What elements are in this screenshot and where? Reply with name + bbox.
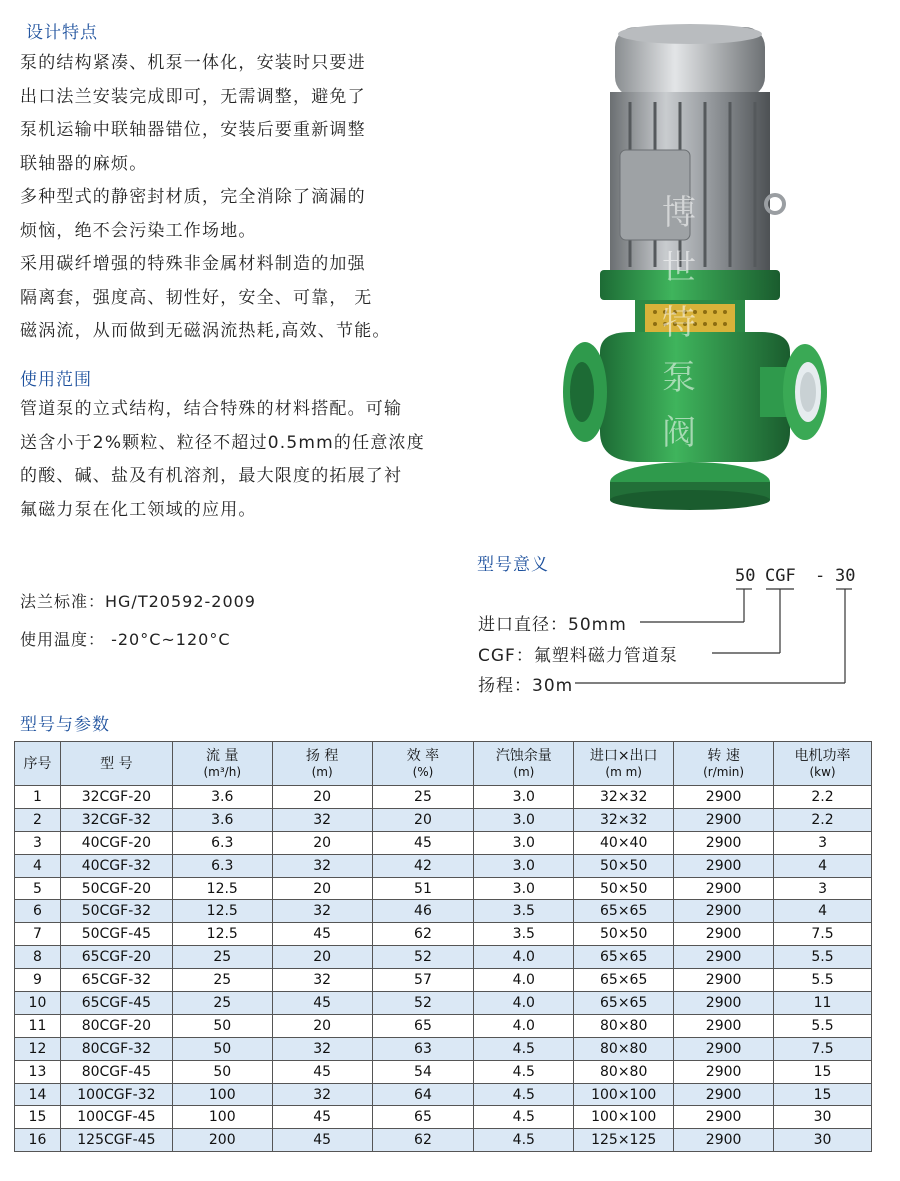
table-cell: 57 (372, 969, 474, 992)
table-cell: 30 (774, 1129, 872, 1152)
table-cell: 4 (774, 854, 872, 877)
table-cell: 125CGF-45 (60, 1129, 172, 1152)
table-cell: 2900 (674, 831, 774, 854)
table-cell: 80CGF-20 (60, 1014, 172, 1037)
table-cell: 62 (372, 923, 474, 946)
table-cell: 10 (15, 992, 61, 1015)
table-row (15, 1014, 872, 1037)
table-row (15, 1106, 872, 1129)
table-row (15, 992, 872, 1015)
flange-standard: 法兰标准：HG/T20592-2009 (20, 592, 256, 611)
design-line: 烦恼，绝不会污染工作场地。 (20, 220, 257, 241)
table-row (15, 1083, 872, 1106)
model-meaning-head: 扬程：30m (478, 676, 574, 696)
table-cell: 80×80 (574, 1060, 674, 1083)
design-line: 多种型式的静密封材质，完全消除了滴漏的 (20, 187, 366, 207)
table-cell: 80×80 (574, 1014, 674, 1037)
column-header-label: 汽蚀余量 (495, 747, 552, 764)
design-line: 隔离套，强度高、韧性好，安全、可靠， 无 (20, 287, 373, 308)
watermark-char: 特 (662, 303, 696, 343)
table-row (15, 1060, 872, 1083)
table-cell: 40CGF-32 (60, 854, 172, 877)
table-cell: 4.0 (474, 969, 574, 992)
table-cell: 50×50 (574, 854, 674, 877)
table-cell: 2900 (674, 1129, 774, 1152)
table-cell: 20 (372, 808, 474, 831)
table-row (15, 1129, 872, 1152)
column-header-unit: (r/min) (703, 764, 745, 779)
table-cell: 2900 (674, 900, 774, 923)
column-header (272, 742, 372, 786)
design-features-text (20, 47, 391, 349)
table-cell: 2900 (674, 1037, 774, 1060)
table-cell: 15 (774, 1083, 872, 1106)
column-header-unit: (m) (513, 764, 535, 779)
table-cell: 9 (15, 969, 61, 992)
table-cell: 2.2 (774, 808, 872, 831)
column-header (774, 742, 872, 786)
table-cell: 5.5 (774, 969, 872, 992)
column-header (674, 742, 774, 786)
table-cell: 20 (272, 946, 372, 969)
usage-line: 氟磁力泵在化工领域的应用。 (20, 499, 257, 520)
table-cell: 54 (372, 1060, 474, 1083)
table-cell: 100CGF-32 (60, 1083, 172, 1106)
table-cell: 4.5 (474, 1129, 574, 1152)
table-cell: 65CGF-20 (60, 946, 172, 969)
table-cell: 80CGF-45 (60, 1060, 172, 1083)
table-cell: 15 (774, 1060, 872, 1083)
table-cell: 5.5 (774, 1014, 872, 1037)
table-cell: 45 (272, 1129, 372, 1152)
table-cell: 3.0 (474, 808, 574, 831)
table-cell: 80CGF-32 (60, 1037, 172, 1060)
column-header-label: 扬 程 (305, 747, 339, 764)
table-cell: 32CGF-32 (60, 808, 172, 831)
table-cell: 6 (15, 900, 61, 923)
table-cell: 3.0 (474, 786, 574, 809)
table-cell: 32 (272, 1083, 372, 1106)
table-cell: 65 (372, 1014, 474, 1037)
design-features-title: 设计特点 (26, 23, 98, 43)
table-cell: 3.5 (474, 900, 574, 923)
table-cell: 50 (172, 1037, 272, 1060)
table-cell: 50 (172, 1014, 272, 1037)
table-cell: 42 (372, 854, 474, 877)
table-cell: 5.5 (774, 946, 872, 969)
table-cell: 45 (272, 1060, 372, 1083)
table-cell: 13 (15, 1060, 61, 1083)
column-header-unit: (kw) (809, 764, 836, 779)
table-cell: 12.5 (172, 923, 272, 946)
table-cell: 3.0 (474, 831, 574, 854)
table-cell: 51 (372, 877, 474, 900)
table-cell: 4.5 (474, 1083, 574, 1106)
usage-line: 管道泵的立式结构，结合特殊的材料搭配。可输 (20, 399, 403, 419)
table-cell: 2900 (674, 1014, 774, 1037)
operating-temperature: 使用温度： -20°C~120°C (20, 630, 231, 649)
table-cell: 50 (172, 1060, 272, 1083)
watermark-char: 博 (662, 193, 696, 233)
table-row (15, 808, 872, 831)
table-row (15, 831, 872, 854)
column-header-unit: (m m) (605, 764, 642, 779)
model-code-diameter: 50 (735, 566, 756, 586)
table-cell: 2900 (674, 854, 774, 877)
design-line: 联轴器的麻烦。 (20, 153, 148, 174)
table-cell: 30 (774, 1106, 872, 1129)
column-header (372, 742, 474, 786)
table-cell: 4.5 (474, 1037, 574, 1060)
model-code-dash: - (815, 566, 826, 586)
column-header-unit: (%) (412, 764, 434, 779)
table-cell: 32×32 (574, 808, 674, 831)
table-cell: 32CGF-20 (60, 786, 172, 809)
table-cell: 5 (15, 877, 61, 900)
table-cell: 65 (372, 1106, 474, 1129)
model-code-head: 30 (835, 566, 856, 586)
table-cell: 20 (272, 786, 372, 809)
table-cell: 3.5 (474, 923, 574, 946)
column-header-label: 流 量 (206, 747, 239, 764)
table-cell: 20 (272, 1014, 372, 1037)
table-cell: 32×32 (574, 786, 674, 809)
table-cell: 50×50 (574, 923, 674, 946)
table-cell: 3.6 (172, 786, 272, 809)
column-header-label: 进口×出口 (589, 747, 658, 764)
table-header-row (15, 742, 872, 786)
table-cell: 40CGF-20 (60, 831, 172, 854)
usage-line: 的酸、碱、盐及有机溶剂，最大限度的拓展了衬 (20, 466, 403, 486)
watermark-char: 世 (662, 248, 696, 288)
table-cell: 100×100 (574, 1106, 674, 1129)
model-meaning-title: 型号意义 (477, 555, 549, 575)
column-header-unit: (m³/h) (203, 764, 242, 779)
table-cell: 12.5 (172, 900, 272, 923)
table-cell: 50CGF-32 (60, 900, 172, 923)
model-code-type: CGF (765, 566, 796, 586)
table-cell: 65CGF-32 (60, 969, 172, 992)
table-cell: 2900 (674, 808, 774, 831)
table-cell: 8 (15, 946, 61, 969)
table-cell: 4.0 (474, 1014, 574, 1037)
table-cell: 25 (172, 946, 272, 969)
table-cell: 2900 (674, 1083, 774, 1106)
watermark-char: 泵 (662, 358, 696, 398)
table-cell: 65×65 (574, 969, 674, 992)
design-line: 磁涡流，从而做到无磁涡流热耗,高效、节能。 (20, 321, 391, 341)
table-cell: 7.5 (774, 1037, 872, 1060)
column-header-label: 效 率 (406, 747, 440, 764)
table-cell: 62 (372, 1129, 474, 1152)
table-cell: 6.3 (172, 854, 272, 877)
table-cell: 50×50 (574, 877, 674, 900)
parameters-title: 型号与参数 (20, 715, 110, 735)
column-header (474, 742, 574, 786)
table-cell: 50CGF-20 (60, 877, 172, 900)
table-cell: 16 (15, 1129, 61, 1152)
table-cell: 2900 (674, 786, 774, 809)
table-cell: 200 (172, 1129, 272, 1152)
table-cell: 2900 (674, 1106, 774, 1129)
model-meaning-inlet: 进口直径：50mm (478, 615, 627, 635)
table-cell: 65CGF-45 (60, 992, 172, 1015)
table-cell: 100CGF-45 (60, 1106, 172, 1129)
table-cell: 20 (272, 877, 372, 900)
column-header-label: 电机功率 (794, 747, 851, 764)
table-cell: 7 (15, 923, 61, 946)
table-row (15, 923, 872, 946)
table-cell: 2900 (674, 877, 774, 900)
table-cell: 12 (15, 1037, 61, 1060)
table-cell: 32 (272, 854, 372, 877)
table-cell: 64 (372, 1083, 474, 1106)
table-cell: 3 (774, 877, 872, 900)
table-cell: 32 (272, 900, 372, 923)
table-cell: 45 (372, 831, 474, 854)
table-cell: 20 (272, 831, 372, 854)
table-cell: 65×65 (574, 946, 674, 969)
table-cell: 2900 (674, 992, 774, 1015)
table-cell: 4.0 (474, 992, 574, 1015)
table-cell: 32 (272, 1037, 372, 1060)
usage-scope-title: 使用范围 (20, 370, 92, 390)
usage-scope-text (20, 393, 425, 527)
column-header-label: 序号 (23, 755, 52, 772)
table-cell: 125×125 (574, 1129, 674, 1152)
column-header (60, 742, 172, 786)
usage-line: 送含小于2%颗粒、粒径不超过0.5mm的任意浓度 (20, 432, 425, 453)
table-cell: 80×80 (574, 1037, 674, 1060)
table-cell: 2900 (674, 946, 774, 969)
column-header-label: 型 号 (100, 755, 133, 772)
table-cell: 45 (272, 1106, 372, 1129)
table-row (15, 1037, 872, 1060)
table-row (15, 969, 872, 992)
table-cell: 3.0 (474, 854, 574, 877)
column-header (15, 742, 61, 786)
table-cell: 11 (15, 1014, 61, 1037)
table-cell: 12.5 (172, 877, 272, 900)
table-cell: 45 (272, 923, 372, 946)
table-cell: 65×65 (574, 992, 674, 1015)
column-header-label: 转 速 (707, 747, 740, 764)
table-cell: 14 (15, 1083, 61, 1106)
table-cell: 63 (372, 1037, 474, 1060)
table-row (15, 786, 872, 809)
table-cell: 100 (172, 1083, 272, 1106)
table-cell: 100×100 (574, 1083, 674, 1106)
table-cell: 52 (372, 946, 474, 969)
table-cell: 3 (774, 831, 872, 854)
table-cell: 7.5 (774, 923, 872, 946)
table-cell: 2900 (674, 969, 774, 992)
table-cell: 1 (15, 786, 61, 809)
table-cell: 40×40 (574, 831, 674, 854)
table-cell: 3.0 (474, 877, 574, 900)
model-meaning-type: CGF：氟塑料磁力管道泵 (478, 646, 678, 666)
table-cell: 4.5 (474, 1106, 574, 1129)
table-row (15, 854, 872, 877)
table-cell: 46 (372, 900, 474, 923)
design-line: 出口法兰安装完成即可，无需调整，避免了 (20, 86, 366, 107)
parameters-table (14, 741, 872, 1152)
design-line: 采用碳纤增强的特殊非金属材料制造的加强 (20, 254, 366, 274)
table-cell: 4 (774, 900, 872, 923)
table-cell: 2900 (674, 923, 774, 946)
table-cell: 65×65 (574, 900, 674, 923)
table-cell: 4.0 (474, 946, 574, 969)
table-cell: 2.2 (774, 786, 872, 809)
table-cell: 11 (774, 992, 872, 1015)
watermark-char: 阀 (662, 413, 696, 453)
table-cell: 50CGF-45 (60, 923, 172, 946)
table-cell: 25 (372, 786, 474, 809)
table-cell: 3.6 (172, 808, 272, 831)
table-cell: 25 (172, 969, 272, 992)
table-cell: 32 (272, 969, 372, 992)
column-header-unit: (m) (311, 764, 333, 779)
design-line: 泵机运输中联轴器错位，安装后要重新调整 (20, 120, 366, 140)
design-line: 泵的结构紧凑、机泵一体化，安装时只要进 (20, 53, 366, 73)
table-cell: 3 (15, 831, 61, 854)
table-cell: 6.3 (172, 831, 272, 854)
table-cell: 15 (15, 1106, 61, 1129)
table-cell: 4.5 (474, 1060, 574, 1083)
table-cell: 32 (272, 808, 372, 831)
table-cell: 25 (172, 992, 272, 1015)
column-header (574, 742, 674, 786)
table-cell: 100 (172, 1106, 272, 1129)
column-header (172, 742, 272, 786)
table-cell: 52 (372, 992, 474, 1015)
table-row (15, 946, 872, 969)
table-cell: 2900 (674, 1060, 774, 1083)
table-row (15, 877, 872, 900)
table-cell: 45 (272, 992, 372, 1015)
table-cell: 2 (15, 808, 61, 831)
table-cell: 4 (15, 854, 61, 877)
table-row (15, 900, 872, 923)
